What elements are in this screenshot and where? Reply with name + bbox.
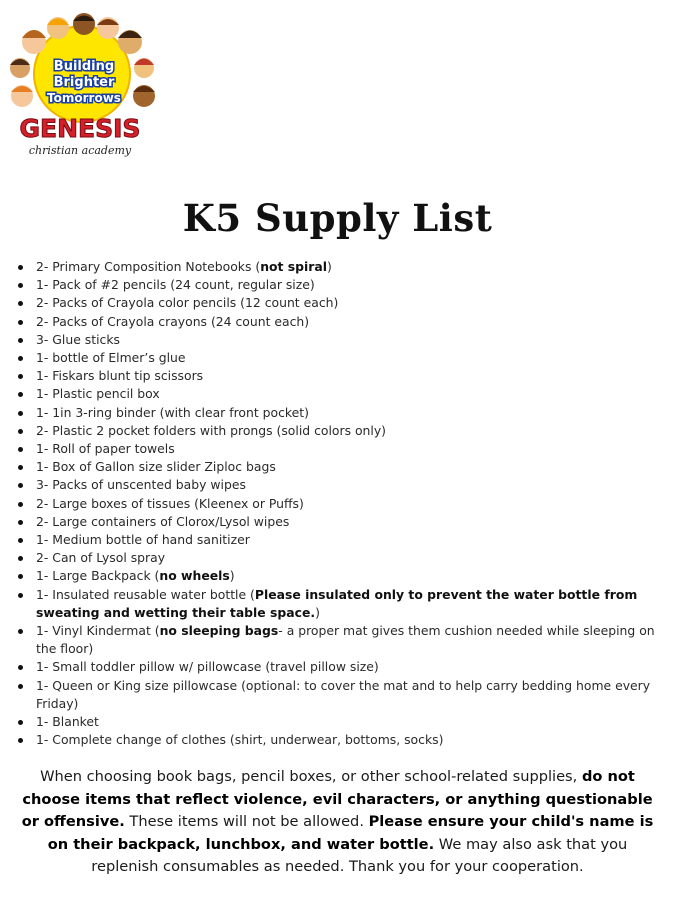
- list-item: [16, 713, 656, 731]
- footer-text-1: When choosing book bags, pencil boxes, or other school-related supplies,: [40, 768, 582, 785]
- supply-list: [16, 258, 656, 749]
- item-emphasis: not spiral: [260, 259, 327, 274]
- item-emphasis: Please insulated only to prevent the water bottle from sweating and wetting their table space.: [36, 586, 638, 620]
- item-text: 1- Box of Gallon size slider Ziploc bags: [36, 459, 276, 475]
- item-text: 1- Queen or King size pillowcase (optional: to cover the mat and to help carry bedding home every Friday): [36, 677, 651, 711]
- item-text-after: ): [229, 568, 235, 584]
- logo-brand: GENESIS: [19, 114, 141, 143]
- item-text: 1- Small toddler pillow w/ pillowcase (travel pillow size): [36, 659, 379, 675]
- list-item: [16, 440, 656, 458]
- item-text: 2- Plastic 2 pocket folders with prongs (solid colors only): [36, 422, 387, 438]
- item-text: 1- Roll of paper towels: [36, 441, 175, 457]
- item-emphasis: no sleeping bags: [159, 623, 279, 639]
- list-item: [16, 294, 656, 312]
- school-logo: [8, 12, 160, 160]
- item-text: 1- Vinyl Kindermat (: [36, 623, 160, 639]
- footer-bold-2: Please ensure your child's name is on their backpack, lunchbox, and water bottle.: [47, 813, 654, 853]
- list-item: [16, 495, 656, 513]
- item-text: 1- bottle of Elmer’s glue: [36, 350, 186, 366]
- item-text: 3- Glue sticks: [36, 331, 120, 347]
- item-text: 1- 1in 3-ring binder (with clear front pocket): [36, 404, 309, 420]
- list-item: [16, 677, 656, 713]
- item-text-after: ): [315, 604, 320, 620]
- list-item: [16, 513, 656, 531]
- footer-note: [12, 766, 663, 879]
- list-item: [16, 313, 656, 331]
- logo-line2: Brighter: [53, 75, 115, 90]
- page-title: K5 Supply List: [182, 196, 493, 240]
- logo-subtitle: christian academy: [28, 144, 132, 157]
- item-text: 1- Pack of #2 pencils (24 count, regular size): [36, 277, 315, 293]
- item-text: 2- Packs of Crayola color pencils (12 count each): [36, 295, 339, 311]
- list-item: [16, 549, 656, 567]
- footer-text-2: These items will not be allowed.: [124, 813, 369, 831]
- item-text: 2- Large containers of Clorox/Lysol wipes: [36, 513, 290, 529]
- item-text-after: ): [326, 259, 332, 274]
- list-item: [16, 367, 656, 385]
- item-text: 2- Primary Composition Notebooks (: [36, 259, 261, 274]
- list-item: [16, 567, 656, 585]
- list-item: [16, 258, 656, 276]
- list-item: [16, 658, 656, 676]
- list-item: [16, 731, 656, 749]
- footer-bold-1: do not choose items that reflect violence, evil characters, or anything questionable or offensive.: [21, 768, 653, 831]
- list-item: [16, 349, 656, 367]
- list-item: [16, 385, 656, 403]
- item-text: 3- Packs of unscented baby wipes: [36, 477, 246, 493]
- list-item: [16, 586, 656, 622]
- list-item: [16, 531, 656, 549]
- item-text: 1- Plastic pencil box: [36, 386, 160, 402]
- logo-line3: Tomorrows: [47, 91, 121, 105]
- list-item: [16, 331, 656, 349]
- item-text: 1- Complete change of clothes (shirt, underwear, bottoms, socks): [36, 732, 444, 748]
- list-item: [16, 422, 656, 440]
- item-text: 1- Large Backpack (: [36, 568, 160, 584]
- item-text: 2- Can of Lysol spray: [36, 550, 166, 566]
- item-text: 1- Blanket: [36, 714, 99, 730]
- list-item: [16, 404, 656, 422]
- item-text: 2- Packs of Crayola crayons (24 count each): [36, 313, 310, 329]
- item-text: 2- Large boxes of tissues (Kleenex or Puffs): [36, 495, 304, 511]
- item-emphasis: no wheels: [159, 568, 230, 584]
- item-text: 1- Medium bottle of hand sanitizer: [36, 532, 250, 548]
- item-text: 1- Fiskars blunt tip scissors: [36, 368, 204, 384]
- item-text-after: - a proper mat gives them cushion needed while sleeping on the floor): [36, 623, 655, 657]
- list-item: [16, 476, 656, 494]
- footer-text-3: We may also ask that you replenish consumables as needed. Thank you for your cooperation.: [91, 835, 628, 876]
- item-text: 1- Insulated reusable water bottle (: [36, 586, 255, 602]
- list-item: [16, 622, 656, 658]
- list-item: [16, 458, 656, 476]
- list-item: [16, 276, 656, 294]
- logo-line1: Building: [53, 59, 115, 74]
